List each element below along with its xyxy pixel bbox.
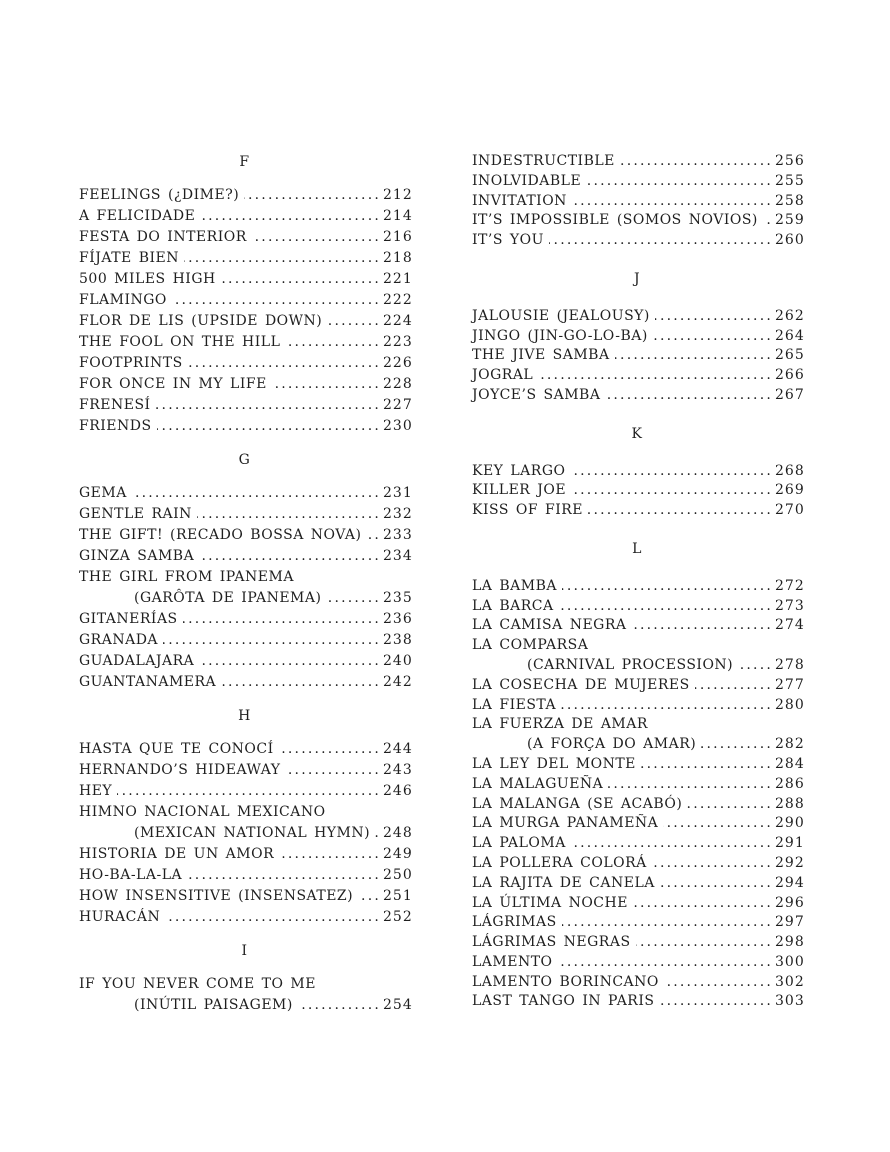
- toc-entry-line: [79, 672, 413, 693]
- song-title: INOLVIDABLE: [472, 172, 582, 189]
- song-title: FESTA DO INTERIOR: [79, 229, 247, 245]
- page-number: 268: [775, 462, 805, 479]
- toc-entry-line: [79, 227, 413, 248]
- dot-leader: [695, 676, 773, 696]
- page-number: 218: [383, 250, 413, 266]
- song-title: KISS OF FIRE: [472, 502, 584, 519]
- song-title: KILLER JOE: [472, 482, 567, 499]
- song-title: INVITATION: [472, 192, 567, 209]
- toc-entry-line: [79, 567, 410, 588]
- dot-leader: [375, 823, 381, 844]
- page-number: 284: [775, 755, 805, 772]
- dot-leader: [738, 656, 773, 676]
- page-number: 254: [383, 997, 413, 1013]
- section-letter: F: [239, 154, 250, 170]
- toc-entry-line: [79, 416, 413, 437]
- toc-entry-line: [472, 481, 805, 501]
- page-number: 242: [383, 674, 413, 690]
- song-title: LA COMPARSA: [472, 637, 589, 654]
- toc-entry-line: [79, 332, 413, 353]
- toc-entry-line: [472, 953, 805, 973]
- dot-leader: [165, 907, 381, 928]
- toc-entry-line: [472, 854, 805, 874]
- dot-leader: [687, 795, 773, 815]
- toc-column-left: [79, 152, 413, 1016]
- song-title: LA FUERZA DE AMAR: [472, 716, 648, 733]
- song-title: THE FOOL ON THE HILL: [79, 334, 281, 350]
- dot-leader: [197, 504, 381, 525]
- song-title: FOR ONCE IN MY LIFE: [79, 376, 267, 392]
- dot-leader: [620, 152, 773, 172]
- dot-leader: [538, 366, 773, 386]
- song-title: FLOR DE LIS (UPSIDE DOWN): [79, 313, 323, 329]
- section-letter: I: [241, 943, 248, 959]
- toc-entry-line: [472, 327, 805, 347]
- dot-leader: [570, 462, 773, 482]
- dot-leader: [655, 307, 773, 327]
- page-number: 298: [775, 934, 805, 951]
- dot-leader: [571, 481, 773, 501]
- song-title: 500 MILES HIGH: [79, 271, 216, 287]
- toc-entry-line: [472, 775, 805, 795]
- page-number: 246: [383, 783, 413, 799]
- page-number: 252: [383, 909, 413, 925]
- song-title: LA MALANGA (SE ACABÓ): [472, 795, 683, 812]
- toc-entry-line: [472, 834, 805, 854]
- song-title: FOOTPRINTS: [79, 355, 183, 371]
- song-title: GITANERÍAS: [79, 611, 178, 627]
- page-number: 288: [775, 795, 805, 812]
- page-number: 291: [775, 835, 805, 852]
- dot-leader: [272, 374, 381, 395]
- dot-leader: [221, 269, 381, 290]
- dot-leader: [571, 834, 773, 854]
- toc-entry-line: [79, 311, 413, 332]
- song-title: LA LEY DEL MONTE: [472, 755, 636, 772]
- dot-leader: [199, 546, 381, 567]
- page-number: 286: [775, 775, 805, 792]
- dot-leader: [244, 185, 381, 206]
- dot-leader: [172, 290, 381, 311]
- page-number: 256: [775, 153, 805, 169]
- song-title: (INÚTIL PAISAGEM): [134, 997, 293, 1013]
- toc-entry-line: [79, 290, 413, 311]
- toc-entry-line: [79, 739, 413, 760]
- dot-leader: [561, 696, 773, 716]
- dot-leader: [652, 854, 773, 874]
- song-title: LÁGRIMAS NEGRAS: [472, 934, 631, 951]
- dot-leader: [549, 231, 773, 251]
- dot-leader: [763, 211, 773, 231]
- page-number: 297: [775, 914, 805, 931]
- song-title: KEY LARGO: [472, 462, 566, 479]
- toc-entry-line: [79, 206, 413, 227]
- song-title: LA COSECHA DE MUJERES: [472, 676, 690, 693]
- song-title: (MEXICAN NATIONAL HYMN): [134, 825, 371, 841]
- page-number: 278: [775, 656, 805, 673]
- dot-leader: [562, 577, 773, 597]
- page-number: 267: [775, 386, 805, 403]
- page-number: 235: [383, 590, 413, 606]
- dot-leader: [660, 874, 773, 894]
- dot-leader: [632, 616, 773, 636]
- toc-entry-line: [472, 735, 805, 755]
- toc-entry-line: [472, 676, 805, 696]
- toc-column-right: [472, 152, 805, 1012]
- dot-leader: [659, 992, 773, 1012]
- page-number: 231: [383, 485, 413, 501]
- song-title: GUANTANAMERA: [79, 674, 217, 690]
- dot-leader: [636, 933, 773, 953]
- song-title: (A FORÇA DO AMAR): [527, 736, 697, 753]
- page-number: 224: [383, 313, 413, 329]
- song-title: LA PALOMA: [472, 835, 566, 852]
- toc-entry-line: [79, 781, 413, 802]
- song-title: GUADALAJARA: [79, 653, 195, 669]
- toc-entry-line: [472, 795, 805, 815]
- song-title: IT’S YOU: [472, 232, 544, 249]
- page-number: 292: [775, 854, 805, 871]
- page-number: 280: [775, 696, 805, 713]
- page-number: 290: [775, 815, 805, 832]
- toc-entry-line: [472, 992, 805, 1012]
- song-title: FÍJATE BIEN: [79, 250, 179, 266]
- toc-entry-line: [79, 353, 413, 374]
- toc-entry-line: [79, 525, 413, 546]
- toc-entry-line: [472, 462, 805, 482]
- song-title: HEY: [79, 783, 113, 799]
- toc-entry-line: [472, 192, 805, 212]
- toc-entry-line: [79, 269, 413, 290]
- song-title: IT’S IMPOSSIBLE (SOMOS NOVIOS): [472, 212, 758, 229]
- page-number: 238: [383, 632, 413, 648]
- song-title: THE JIVE SAMBA: [472, 347, 610, 364]
- song-title: LA MALAGUEÑA: [472, 775, 604, 792]
- song-title: JOGRAL: [472, 367, 534, 384]
- song-title: JINGO (JIN-GO-LO-BA): [472, 327, 648, 344]
- song-title: (CARNIVAL PROCESSION): [527, 656, 734, 673]
- page-number: 272: [775, 577, 805, 594]
- dot-leader: [701, 735, 773, 755]
- toc-entry-line: [472, 366, 805, 386]
- toc-entry-line: [472, 172, 805, 192]
- page-number: 265: [775, 347, 805, 364]
- dot-leader: [183, 609, 381, 630]
- toc-entry-line: [79, 546, 413, 567]
- song-title: LA CAMISA NEGRA: [472, 617, 627, 634]
- dot-leader: [572, 192, 773, 212]
- toc-entry-line: [472, 755, 805, 775]
- dot-leader: [188, 353, 381, 374]
- song-title: HIMNO NACIONAL MEXICANO: [79, 804, 326, 820]
- dot-leader: [327, 311, 381, 332]
- song-title: HO-BA-LA-LA: [79, 867, 183, 883]
- dot-leader: [633, 894, 773, 914]
- song-title: JALOUSIE (JEALOUSY): [472, 307, 650, 324]
- dot-leader: [663, 814, 773, 834]
- section-letter: L: [632, 540, 642, 557]
- page-number: 274: [775, 617, 805, 634]
- toc-entry-line: [79, 588, 413, 609]
- page-number: 216: [383, 229, 413, 245]
- section-letter: K: [631, 425, 643, 442]
- toc-entry-line: [79, 974, 410, 995]
- toc-entry-line: [472, 894, 805, 914]
- toc-entry-line: [472, 211, 805, 231]
- song-title: THE GIFT! (RECADO BOSSA NOVA): [79, 527, 362, 543]
- dot-leader: [326, 588, 381, 609]
- dot-leader: [367, 525, 382, 546]
- dot-leader: [608, 775, 773, 795]
- toc-entry-line: [472, 933, 805, 953]
- song-title: THE GIRL FROM IPANEMA: [79, 569, 294, 585]
- song-title: LAMENTO: [472, 953, 553, 970]
- song-title: GENTLE RAIN: [79, 506, 192, 522]
- toc-entry-line: [79, 651, 413, 672]
- dot-leader: [199, 651, 381, 672]
- toc-entry-line: [472, 616, 805, 636]
- dot-leader: [653, 327, 773, 347]
- toc-entry-line: [79, 248, 413, 269]
- song-title: GINZA SAMBA: [79, 548, 195, 564]
- section-letter: J: [633, 270, 641, 287]
- page-number: 273: [775, 597, 805, 614]
- toc-entry-line: [79, 374, 413, 395]
- song-title: A FELICIDADE: [79, 208, 196, 224]
- song-title: LAST TANGO IN PARIS: [472, 993, 655, 1010]
- page-number: 255: [775, 172, 805, 189]
- page-number: 214: [383, 208, 413, 224]
- page-number: 223: [383, 334, 413, 350]
- toc-entry-line: [79, 907, 413, 928]
- dot-leader: [358, 886, 381, 907]
- page-number: 302: [775, 973, 805, 990]
- page-number: 270: [775, 502, 805, 519]
- song-title: GEMA: [79, 485, 127, 501]
- page-number: 269: [775, 482, 805, 499]
- dot-leader: [664, 973, 773, 993]
- song-title: FLAMINGO: [79, 292, 167, 308]
- song-title: HISTORIA DE UN AMOR: [79, 846, 275, 862]
- page-number: 240: [383, 653, 413, 669]
- song-title: FEELINGS (¿DIME?): [79, 187, 240, 203]
- toc-entry-line: [79, 483, 413, 504]
- song-title: FRENESÍ: [79, 397, 151, 413]
- song-title: LA ÚLTIMA NOCHE: [472, 894, 628, 911]
- toc-entry-line: [79, 185, 413, 206]
- page-number: 221: [383, 271, 413, 287]
- dot-leader: [285, 332, 381, 353]
- page-number: 230: [383, 418, 413, 434]
- song-title: HURACÁN: [79, 909, 161, 925]
- toc-entry-line: [79, 886, 413, 907]
- section-letter: H: [238, 708, 251, 724]
- toc-entry-line: [472, 696, 805, 716]
- toc-entry-line: [472, 636, 802, 656]
- page-number: 282: [775, 736, 805, 753]
- toc-entry-line: [472, 346, 805, 366]
- song-title: HOW INSENSITIVE (INSENSATEZ): [79, 888, 354, 904]
- dot-leader: [117, 781, 381, 802]
- dot-leader: [588, 501, 773, 521]
- dot-leader: [184, 248, 381, 269]
- dot-leader: [132, 483, 381, 504]
- page-number: 303: [775, 993, 805, 1010]
- toc-entry-line: [472, 874, 805, 894]
- page-number: 228: [383, 376, 413, 392]
- toc-entry-line: [472, 307, 805, 327]
- song-title: GRANADA: [79, 632, 159, 648]
- dot-leader: [279, 844, 381, 865]
- page-number: 249: [383, 846, 413, 862]
- page-number: 277: [775, 676, 805, 693]
- song-title: LA BARCA: [472, 597, 554, 614]
- page-number: 226: [383, 355, 413, 371]
- song-title: INDESTRUCTIBLE: [472, 153, 615, 169]
- dot-leader: [562, 913, 773, 933]
- song-title: LA POLLERA COLORÁ: [472, 854, 647, 871]
- dot-leader: [559, 597, 773, 617]
- page-number: 262: [775, 307, 805, 324]
- page-number: 212: [383, 187, 413, 203]
- toc-entry-line: [472, 501, 805, 521]
- song-title: JOYCE’S SAMBA: [472, 386, 601, 403]
- toc-entry-line: [79, 630, 413, 651]
- page-number: 266: [775, 367, 805, 384]
- dot-leader: [200, 206, 381, 227]
- toc-entry-line: [472, 715, 802, 735]
- page-number: 222: [383, 292, 413, 308]
- toc-entry-line: [472, 597, 805, 617]
- page-number: 227: [383, 397, 413, 413]
- dot-leader: [187, 865, 381, 886]
- song-title: IF YOU NEVER COME TO ME: [79, 976, 316, 992]
- toc-entry-line: [79, 609, 413, 630]
- dot-leader: [298, 995, 381, 1016]
- song-title: LAMENTO BORINCANO: [472, 973, 659, 990]
- dot-leader: [586, 172, 773, 192]
- toc-entry-line: [472, 814, 805, 834]
- dot-leader: [285, 760, 381, 781]
- dot-leader: [157, 416, 381, 437]
- toc-entry-line: [472, 577, 805, 597]
- toc-entry-line: [79, 865, 413, 886]
- dot-leader: [163, 630, 381, 651]
- song-title: HASTA QUE TE CONOCÍ: [79, 741, 274, 757]
- toc-entry-line: [79, 995, 413, 1016]
- dot-leader: [279, 739, 381, 760]
- toc-entry-line: [472, 152, 805, 172]
- page-number: 234: [383, 548, 413, 564]
- dot-leader: [221, 672, 381, 693]
- page-number: 232: [383, 506, 413, 522]
- toc-entry-line: [472, 231, 805, 251]
- dot-leader: [252, 227, 381, 248]
- toc-entry-line: [79, 760, 413, 781]
- page-number: 250: [383, 867, 413, 883]
- dot-leader: [641, 755, 773, 775]
- toc-entry-line: [472, 386, 805, 406]
- page-number: 233: [383, 527, 413, 543]
- page-number: 294: [775, 874, 805, 891]
- page-number: 248: [383, 825, 413, 841]
- page-number: 296: [775, 894, 805, 911]
- song-title: LÁGRIMAS: [472, 914, 557, 931]
- toc-entry-line: [472, 656, 805, 676]
- toc-entry-line: [472, 913, 805, 933]
- toc-entry-line: [79, 504, 413, 525]
- page-number: 251: [383, 888, 413, 904]
- toc-entry-line: [472, 973, 805, 993]
- toc-entry-line: [79, 823, 413, 844]
- page-number: 258: [775, 192, 805, 209]
- song-title: (GARÔTA DE IPANEMA): [134, 590, 322, 606]
- page-number: 259: [775, 212, 805, 229]
- song-title: HERNANDO’S HIDEAWAY: [79, 762, 281, 778]
- page-number: 264: [775, 327, 805, 344]
- dot-leader: [558, 953, 773, 973]
- toc-entry-line: [79, 844, 413, 865]
- page-number: 243: [383, 762, 413, 778]
- page-number: 260: [775, 232, 805, 249]
- toc-entry-line: [79, 395, 413, 416]
- page-number: 300: [775, 953, 805, 970]
- page-number: 236: [383, 611, 413, 627]
- song-title: LA MURGA PANAMEÑA: [472, 815, 659, 832]
- song-title: LA RAJITA DE CANELA: [472, 874, 655, 891]
- dot-leader: [615, 346, 773, 366]
- section-letter: G: [238, 452, 251, 468]
- song-title: LA FIESTA: [472, 696, 557, 713]
- toc-entry-line: [79, 802, 410, 823]
- dot-leader: [156, 395, 381, 416]
- dot-leader: [605, 386, 773, 406]
- song-title: FRIENDS: [79, 418, 152, 434]
- song-title: LA BAMBA: [472, 577, 557, 594]
- page-number: 244: [383, 741, 413, 757]
